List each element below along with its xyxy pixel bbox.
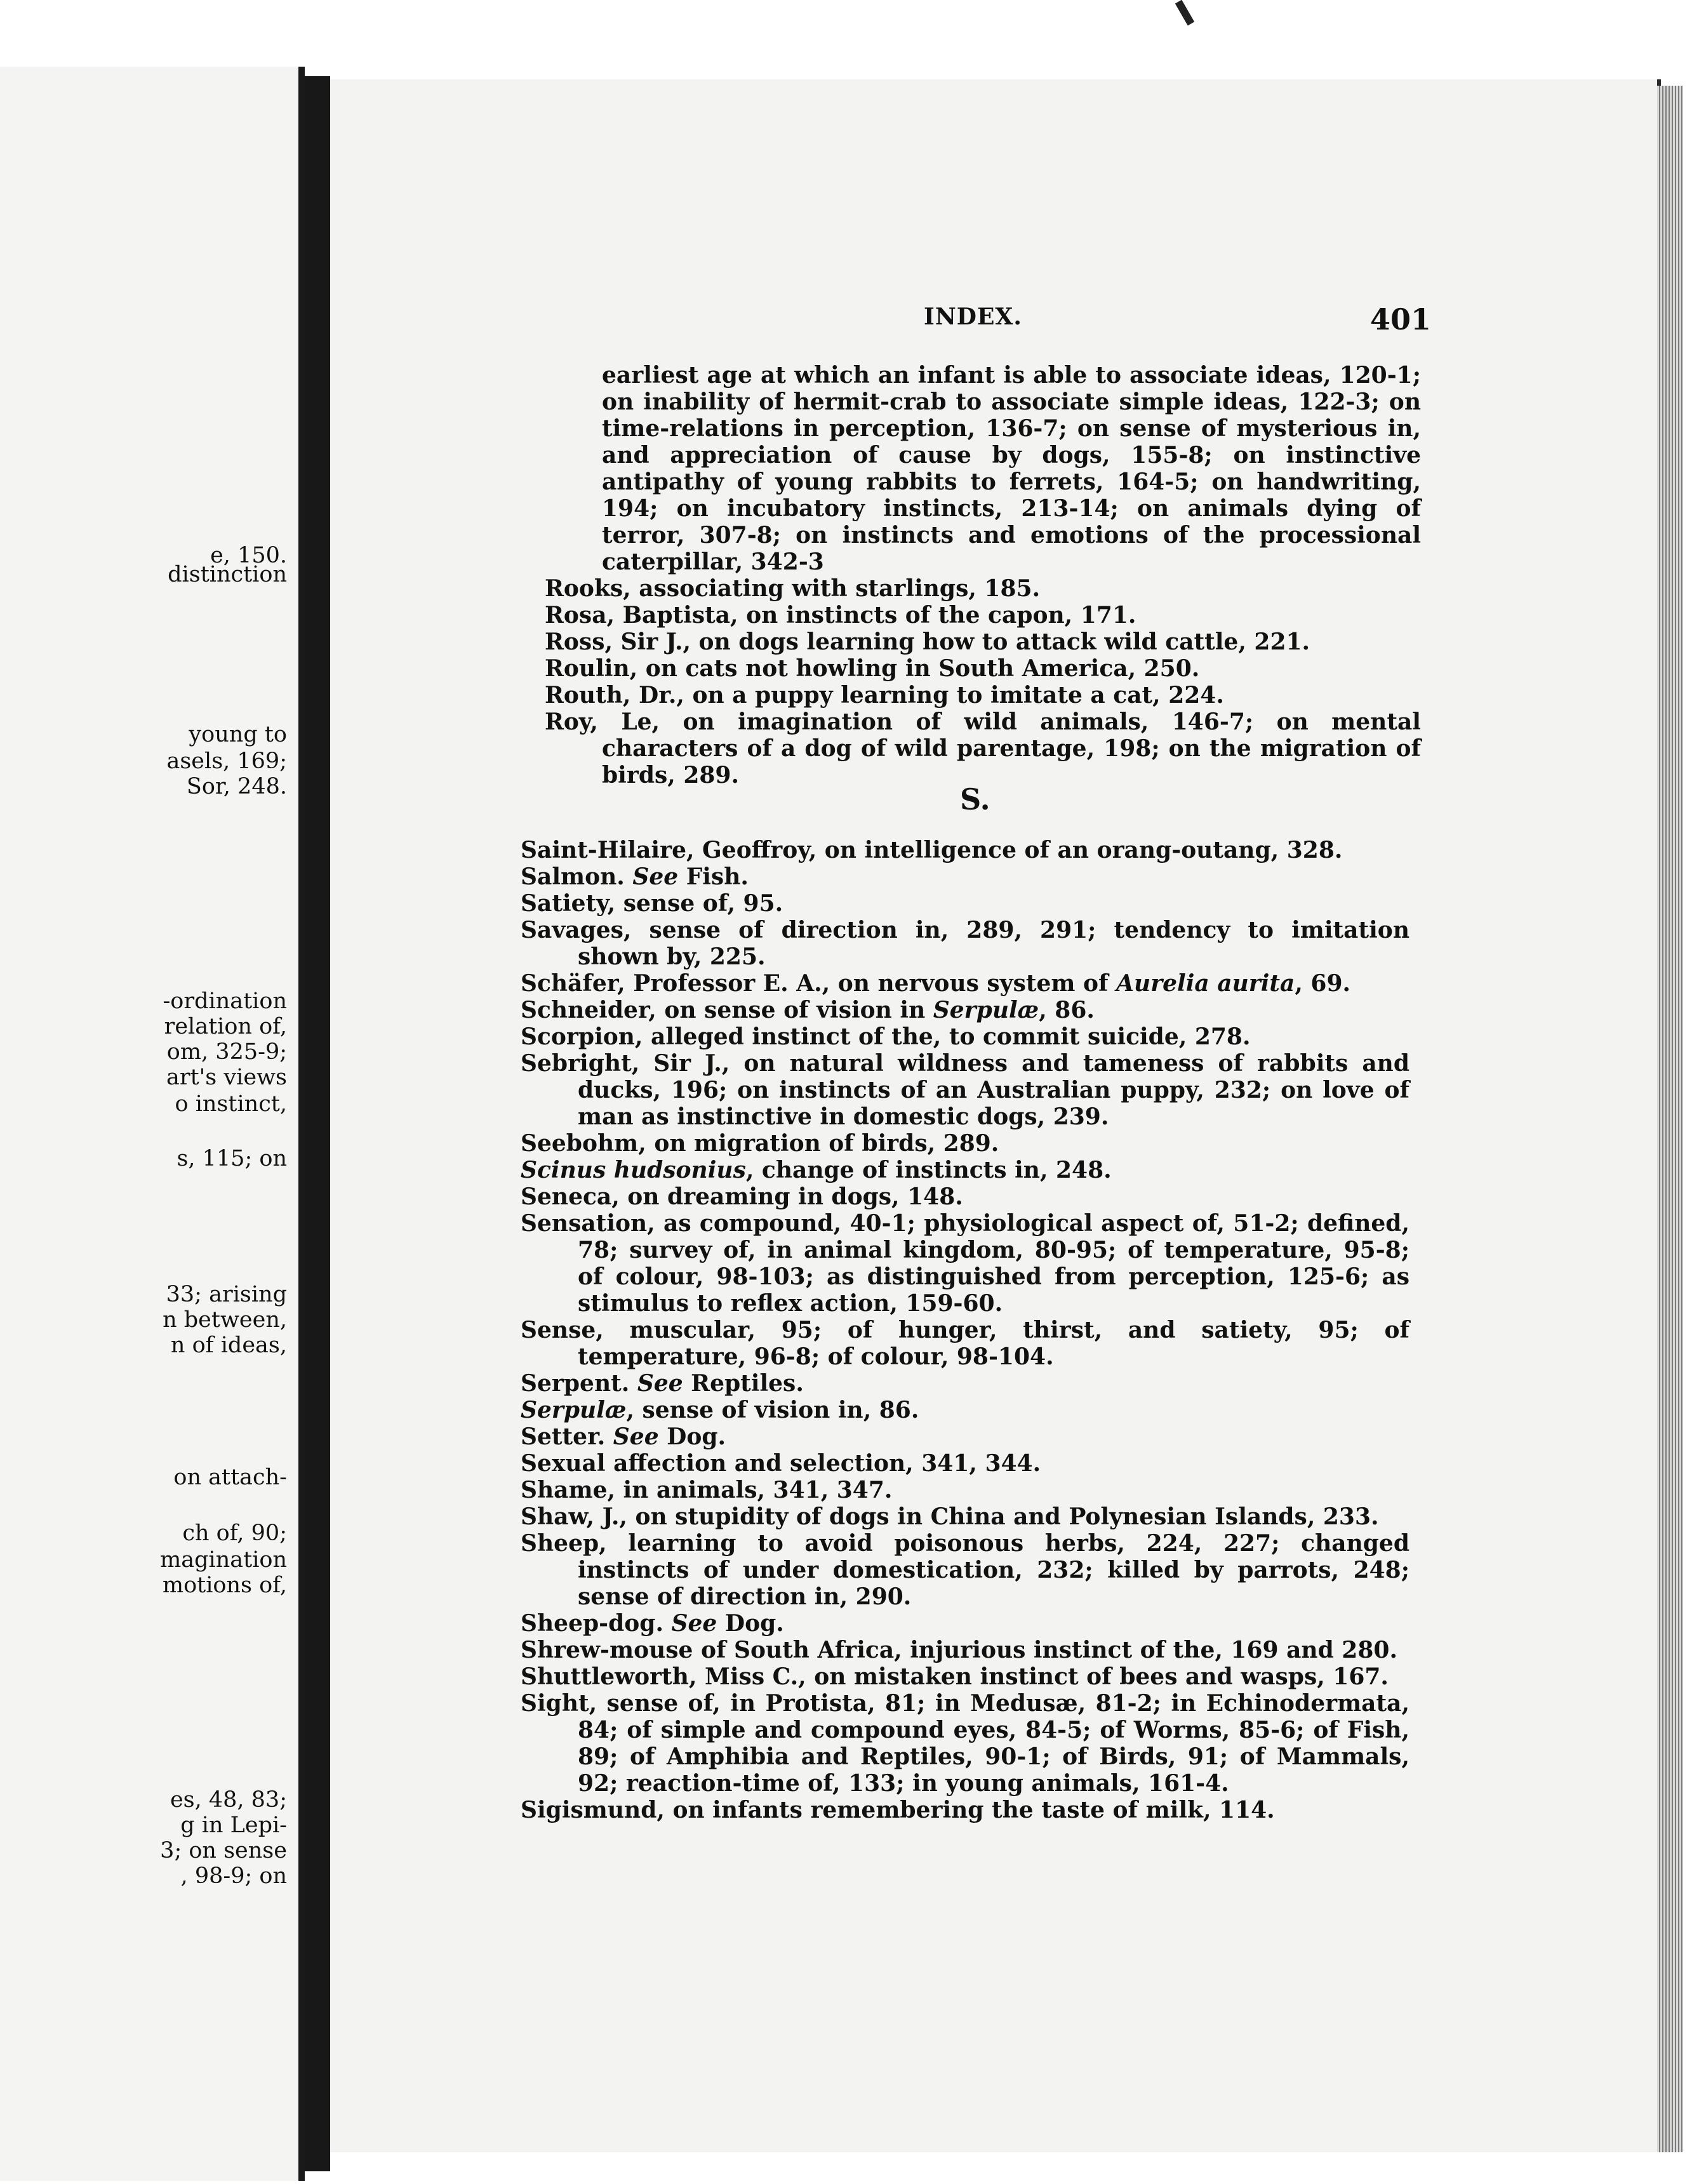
entry-text: Shaw, J., on stupidity of dogs in China and Polynesian Islands, 233. xyxy=(521,1503,1379,1530)
index-entry xyxy=(521,1317,1409,1370)
entry-italic: See xyxy=(632,863,679,890)
entry-text: Sense, muscular, 95; of hunger, thirst, and satiety, 95; of temperature, 96-8; of colour, 98-104. xyxy=(521,1317,1409,1370)
entry-text: Sheep-dog. xyxy=(521,1610,672,1637)
left-page xyxy=(0,67,305,2181)
left-fragment: motions of, xyxy=(162,1573,287,1598)
book-gutter xyxy=(305,76,330,2171)
left-fragment: distinction xyxy=(168,562,287,587)
entry-text: Seebohm, on migration of birds, 289. xyxy=(521,1130,999,1157)
index-entry xyxy=(521,1530,1409,1610)
left-fragment: magination xyxy=(160,1547,287,1573)
left-fragment: s, 115; on xyxy=(177,1146,287,1171)
index-entry xyxy=(521,1157,1409,1183)
index-entry xyxy=(521,1423,1409,1450)
index-entry xyxy=(521,837,1409,863)
entry-text: , sense of vision in, 86. xyxy=(626,1397,919,1423)
entry-text: , 86. xyxy=(1039,997,1095,1023)
entry-text: Seneca, on dreaming in dogs, 148. xyxy=(521,1183,963,1210)
left-fragment: relation of, xyxy=(164,1014,287,1039)
entry-text: Sight, sense of, in Protista, 81; in Medusæ, 81-2; in Echinodermata, 84; of simple and compound eyes, 84-5; of Worms, 85-6; of Fish, 89; of Amphibia and Reptiles, 90-1; of Birds, 91; of Mammals, 92; reaction-time of, 133; in young animals, 161-4. xyxy=(521,1690,1409,1797)
left-fragment: o instinct, xyxy=(175,1091,287,1117)
left-fragment: ch of, 90; xyxy=(182,1521,287,1546)
bookmark-ribbon xyxy=(1175,0,1194,25)
index-entry xyxy=(521,1370,1409,1397)
index-entry xyxy=(521,890,1409,917)
left-fragment: on attach- xyxy=(173,1465,287,1490)
entry-italic: Serpulæ xyxy=(521,1397,627,1423)
left-fragment: es, 48, 83; xyxy=(170,1787,287,1813)
entry-text: Reptiles. xyxy=(683,1370,804,1397)
index-entry xyxy=(521,1210,1409,1317)
index-entry xyxy=(521,863,1409,890)
running-header: INDEX. xyxy=(924,303,1022,330)
index-entry xyxy=(521,1023,1409,1050)
left-fragment: n of ideas, xyxy=(170,1333,287,1358)
entry-italic: See xyxy=(613,1423,659,1450)
index-entry: Roy, Le, on imagination of wild animals, 146-7; on mental characters of a dog of wild parentage, 198; on the migration of birds, 289. xyxy=(545,709,1421,789)
left-fragment: , 98-9; on xyxy=(180,1863,287,1889)
left-fragment: g in Lepi- xyxy=(180,1813,287,1838)
index-entry xyxy=(521,1130,1409,1157)
index-entry xyxy=(521,1183,1409,1210)
entry-text: Shrew-mouse of South Africa, injurious instinct of the, 169 and 280. xyxy=(521,1637,1397,1663)
index-entry xyxy=(521,1797,1409,1823)
entry-italic: Aurelia aurita xyxy=(1116,970,1295,997)
left-fragment: Sor, 248. xyxy=(186,774,287,799)
entry-text: Sensation, as compound, 40-1; physiological aspect of, 51-2; defined, 78; survey of, in animal kingdom, 80-95; of temperature, 95-8; of colour, 98-103; as distinguished from perception, 125-6; as stimulus to reflex action, 159-60. xyxy=(521,1210,1409,1317)
entry-italic: Scinus hudsonius xyxy=(521,1157,746,1183)
index-entry xyxy=(521,1477,1409,1503)
left-fragment: asels, 169; xyxy=(166,749,287,774)
index-entry xyxy=(521,1050,1409,1130)
entry-text: Shame, in animals, 341, 347. xyxy=(521,1477,893,1503)
index-entry: Roulin, on cats not howling in South America, 250. xyxy=(545,655,1200,682)
section-heading: S. xyxy=(960,782,990,816)
left-fragment: art's views xyxy=(166,1065,287,1090)
entry-text: Sebright, Sir J., on natural wildness and tameness of rabbits and ducks, 196; on instincts of an Australian puppy, 232; on love of man as instinctive in domestic dogs, 239. xyxy=(521,1050,1409,1130)
index-entry: Rosa, Baptista, on instincts of the capon, 171. xyxy=(545,602,1136,629)
entry-text: Sheep, learning to avoid poisonous herbs, 224, 227; changed instincts of under domestication, 232; killed by parrots, 248; sense of direction in, 290. xyxy=(521,1530,1409,1610)
entry-italic: See xyxy=(637,1370,683,1397)
index-block-s xyxy=(521,837,1409,1823)
entry-text: Saint-Hilaire, Geoffroy, on intelligence of an orang-outang, 328. xyxy=(521,837,1343,863)
index-entry xyxy=(521,997,1409,1023)
left-fragment: -ordination xyxy=(163,989,287,1014)
page-number: 401 xyxy=(1370,302,1432,336)
entry-text: Serpent. xyxy=(521,1370,637,1397)
index-entry xyxy=(521,1690,1409,1797)
entry-text: , 69. xyxy=(1295,970,1351,997)
entry-text: Shuttleworth, Miss C., on mistaken instinct of bees and wasps, 167. xyxy=(521,1663,1389,1690)
entry-italic: Serpulæ xyxy=(933,997,1039,1023)
entry-text: Scorpion, alleged instinct of the, to commit suicide, 278. xyxy=(521,1023,1251,1050)
index-block-r xyxy=(545,362,1421,789)
entry-text: Schneider, on sense of vision in xyxy=(521,997,933,1023)
index-entry xyxy=(521,1663,1409,1690)
left-fragment: young to xyxy=(189,722,287,747)
entry-text: Salmon. xyxy=(521,863,633,890)
entry-text: Dog. xyxy=(717,1610,784,1637)
entry-text: Dog. xyxy=(658,1423,726,1450)
entry-text: , change of instincts in, 248. xyxy=(745,1157,1112,1183)
index-entry: Routh, Dr., on a puppy learning to imitate a cat, 224. xyxy=(545,682,1224,709)
left-fragment: 33; arising xyxy=(166,1282,287,1307)
index-entry xyxy=(521,970,1409,997)
entry-text: Fish. xyxy=(678,863,749,890)
index-entry xyxy=(521,1637,1409,1663)
left-fragment: n between, xyxy=(163,1307,287,1333)
index-entry xyxy=(521,1450,1409,1477)
index-entry: Ross, Sir J., on dogs learning how to attack wild cattle, 221. xyxy=(545,629,1310,655)
index-entry xyxy=(521,917,1409,970)
index-entry: Rooks, associating with starlings, 185. xyxy=(545,575,1041,602)
entry-text: Savages, sense of direction in, 289, 291; tendency to imitation shown by, 225. xyxy=(521,917,1409,970)
index-entry xyxy=(521,1610,1409,1637)
entry-text: Sigismund, on infants remembering the taste of milk, 114. xyxy=(521,1797,1275,1823)
entry-text: Schäfer, Professor E. A., on nervous system of xyxy=(521,970,1117,997)
entry-text: Satiety, sense of, 95. xyxy=(521,890,783,917)
page-edges xyxy=(1657,86,1682,2152)
left-fragment: e, 150. xyxy=(210,543,287,568)
entry-italic: See xyxy=(671,1610,717,1637)
index-entry xyxy=(521,1503,1409,1530)
entry-continuation: earliest age at which an infant is able to associate ideas, 120-1; on inability of hermit-crab to associate simple ideas, 122-3; on time-relations in perception, 136-7; on sense of mysterious in, and appreciation of cause by dogs, 155-8; on instinctive antipathy of young rabbits to ferrets, 164-5; on handwriting, 194; on incubatory instincts, 213-14; on animals dying of terror, 307-8; on instincts and emotions of the processional caterpillar, 342-3 xyxy=(602,362,1421,575)
entry-text: Setter. xyxy=(521,1423,613,1450)
left-fragment: 3; on sense xyxy=(160,1838,287,1863)
left-fragment: om, 325-9; xyxy=(166,1039,287,1065)
index-entry xyxy=(521,1397,1409,1423)
entry-text: Sexual affection and selection, 341, 344. xyxy=(521,1450,1041,1477)
